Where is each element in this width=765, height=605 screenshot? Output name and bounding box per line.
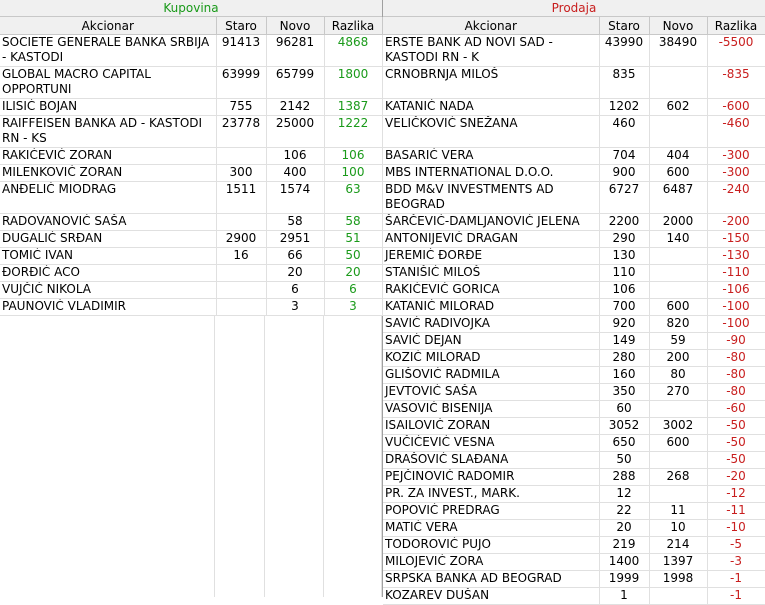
cell-razlika: -5500 — [707, 35, 765, 67]
table-row[interactable] — [0, 148, 382, 165]
cell-staro: 23778 — [216, 116, 266, 148]
cell-staro: 2200 — [599, 214, 649, 231]
prodaja-title: Prodaja — [383, 0, 765, 17]
table-row[interactable] — [0, 99, 382, 116]
cell-razlika: -1 — [707, 588, 765, 605]
cell-razlika: 51 — [324, 231, 382, 248]
table-row[interactable] — [0, 116, 382, 148]
table-row[interactable] — [0, 265, 382, 282]
cell-staro: 920 — [599, 316, 649, 333]
table-row[interactable] — [383, 182, 765, 214]
cell-akcionar: SRPSKA BANKA AD BEOGRAD — [383, 571, 599, 588]
cell-novo — [649, 248, 707, 265]
prodaja-table — [383, 17, 765, 605]
cell-razlika: -130 — [707, 248, 765, 265]
cell-akcionar: VASOVIĆ BISENIJA — [383, 401, 599, 418]
cell-staro: 12 — [599, 486, 649, 503]
cell-razlika: -50 — [707, 435, 765, 452]
cell-staro: 219 — [599, 537, 649, 554]
cell-akcionar: SAVIĆ RADIVOJKA — [383, 316, 599, 333]
column-header-razlika[interactable]: Razlika — [707, 17, 765, 35]
cell-razlika: -11 — [707, 503, 765, 520]
cell-razlika: -1 — [707, 571, 765, 588]
cell-novo: 1397 — [649, 554, 707, 571]
cell-novo: 58 — [266, 214, 324, 231]
column-header-razlika[interactable]: Razlika — [324, 17, 382, 35]
cell-razlika: -50 — [707, 452, 765, 469]
cell-akcionar: DUGALIĆ SRĐAN — [0, 231, 216, 248]
cell-razlika: 4868 — [324, 35, 382, 67]
cell-akcionar: MILENKOVIĆ ZORAN — [0, 165, 216, 182]
cell-novo: 2000 — [649, 214, 707, 231]
cell-staro: 22 — [599, 503, 649, 520]
cell-razlika: 3 — [324, 299, 382, 316]
cell-staro — [216, 265, 266, 282]
table-row[interactable] — [383, 554, 765, 571]
cell-akcionar: ISAILOVIĆ ZORAN — [383, 418, 599, 435]
cell-akcionar: SOCIETE GENERALE BANKA SRBIJA - KASTODI — [0, 35, 216, 67]
cell-razlika: -835 — [707, 67, 765, 99]
cell-razlika: -60 — [707, 401, 765, 418]
cell-novo: 214 — [649, 537, 707, 554]
cell-razlika: 106 — [324, 148, 382, 165]
cell-razlika: 100 — [324, 165, 382, 182]
cell-razlika: -106 — [707, 282, 765, 299]
cell-novo: 20 — [266, 265, 324, 282]
cell-novo: 270 — [649, 384, 707, 401]
cell-staro: 43990 — [599, 35, 649, 67]
cell-staro: 460 — [599, 116, 649, 148]
cell-razlika: -50 — [707, 418, 765, 435]
cell-staro: 50 — [599, 452, 649, 469]
table-row[interactable] — [383, 418, 765, 435]
cell-razlika: 1222 — [324, 116, 382, 148]
cell-staro: 835 — [599, 67, 649, 99]
kupovina-rows — [0, 35, 382, 316]
cell-novo: 2142 — [266, 99, 324, 116]
cell-akcionar: GLIŠOVIĆ RADMILA — [383, 367, 599, 384]
cell-akcionar: TODOROVIĆ PUJO — [383, 537, 599, 554]
cell-akcionar: PR. ZA INVEST., MARK. — [383, 486, 599, 503]
cell-razlika: 58 — [324, 214, 382, 231]
column-header-staro[interactable]: Staro — [599, 17, 649, 35]
cell-staro: 290 — [599, 231, 649, 248]
table-row[interactable] — [383, 469, 765, 486]
cell-razlika: -300 — [707, 148, 765, 165]
table-row[interactable] — [0, 35, 382, 67]
cell-akcionar: JEVTOVIĆ SAŠA — [383, 384, 599, 401]
table-row[interactable] — [383, 99, 765, 116]
cell-novo: 80 — [649, 367, 707, 384]
cell-razlika: -240 — [707, 182, 765, 214]
cell-razlika: -90 — [707, 333, 765, 350]
cell-razlika: -80 — [707, 367, 765, 384]
table-row[interactable] — [383, 116, 765, 148]
empty-column — [265, 316, 323, 597]
cell-akcionar: TOMIĆ IVAN — [0, 248, 216, 265]
prodaja-panel — [383, 0, 765, 602]
cell-novo: 66 — [266, 248, 324, 265]
cell-staro: 3052 — [599, 418, 649, 435]
cell-novo: 400 — [266, 165, 324, 182]
cell-akcionar: PEJČINOVIĆ RADOMIR — [383, 469, 599, 486]
table-row[interactable] — [383, 571, 765, 588]
cell-novo: 25000 — [266, 116, 324, 148]
cell-razlika: 63 — [324, 182, 382, 214]
cell-novo — [649, 67, 707, 99]
cell-novo — [649, 116, 707, 148]
table-row[interactable] — [383, 282, 765, 299]
cell-razlika: 6 — [324, 282, 382, 299]
table-row[interactable] — [383, 67, 765, 99]
cell-akcionar: DRAŠOVIĆ SLAĐANA — [383, 452, 599, 469]
cell-staro: 60 — [599, 401, 649, 418]
cell-novo: 6487 — [649, 182, 707, 214]
cell-akcionar: RAKIĆEVIĆ ZORAN — [0, 148, 216, 165]
table-row[interactable] — [0, 214, 382, 231]
cell-novo: 2951 — [266, 231, 324, 248]
cell-novo: 96281 — [266, 35, 324, 67]
cell-novo: 106 — [266, 148, 324, 165]
cell-akcionar: KOZIĆ MILORAD — [383, 350, 599, 367]
cell-staro — [216, 148, 266, 165]
cell-akcionar: VUČIĆEVIĆ VESNA — [383, 435, 599, 452]
cell-staro: 1511 — [216, 182, 266, 214]
cell-akcionar: ANTONIJEVIĆ DRAGAN — [383, 231, 599, 248]
cell-razlika: -20 — [707, 469, 765, 486]
cell-akcionar: ILISIĆ BOJAN — [0, 99, 216, 116]
table-row[interactable] — [0, 282, 382, 299]
table-row[interactable] — [0, 248, 382, 265]
cell-staro: 20 — [599, 520, 649, 537]
table-row[interactable] — [383, 248, 765, 265]
table-row[interactable] — [383, 452, 765, 469]
cell-staro: 1999 — [599, 571, 649, 588]
cell-akcionar: VUJČIĆ NIKOLA — [0, 282, 216, 299]
cell-staro: 130 — [599, 248, 649, 265]
cell-staro: 1202 — [599, 99, 649, 116]
table-row[interactable] — [383, 503, 765, 520]
cell-staro: 300 — [216, 165, 266, 182]
cell-razlika: -12 — [707, 486, 765, 503]
column-header-akcionar[interactable]: Akcionar — [0, 17, 216, 35]
cell-razlika: -600 — [707, 99, 765, 116]
cell-novo: 600 — [649, 165, 707, 182]
table-row[interactable] — [0, 67, 382, 99]
cell-razlika: -150 — [707, 231, 765, 248]
cell-razlika: -80 — [707, 384, 765, 401]
kupovina-table — [0, 17, 383, 316]
cell-razlika: -200 — [707, 214, 765, 231]
cell-akcionar: MILOJEVIĆ ZORA — [383, 554, 599, 571]
cell-novo: 3 — [266, 299, 324, 316]
cell-staro: 2900 — [216, 231, 266, 248]
cell-staro: 755 — [216, 99, 266, 116]
table-row[interactable] — [383, 231, 765, 248]
table-row[interactable] — [383, 537, 765, 554]
table-row[interactable] — [383, 384, 765, 401]
cell-novo: 200 — [649, 350, 707, 367]
cell-staro: 63999 — [216, 67, 266, 99]
cell-akcionar: PAUNOVIĆ VLADIMIR — [0, 299, 216, 316]
cell-staro: 149 — [599, 333, 649, 350]
kupovina-title: Kupovina — [0, 0, 382, 17]
kupovina-panel — [0, 0, 383, 597]
cell-akcionar: BASARIĆ VERA — [383, 148, 599, 165]
cell-akcionar: STANIŠIĆ MILOŠ — [383, 265, 599, 282]
cell-staro: 280 — [599, 350, 649, 367]
cell-razlika: 1800 — [324, 67, 382, 99]
cell-staro: 900 — [599, 165, 649, 182]
empty-column — [215, 316, 265, 597]
cell-akcionar: SAVIĆ DEJAN — [383, 333, 599, 350]
prodaja-rows — [383, 35, 765, 605]
cell-akcionar: GLOBAL MACRO CAPITAL OPPORTUNI — [0, 67, 216, 99]
table-row[interactable] — [383, 265, 765, 282]
cell-akcionar: ŠARČEVIĆ-DAMLJANOVIĆ JELENA — [383, 214, 599, 231]
cell-razlika: -80 — [707, 350, 765, 367]
prodaja-header-row — [383, 17, 765, 35]
cell-razlika: -110 — [707, 265, 765, 282]
column-header-novo[interactable]: Novo — [266, 17, 324, 35]
cell-staro: 160 — [599, 367, 649, 384]
cell-razlika: -300 — [707, 165, 765, 182]
cell-novo: 65799 — [266, 67, 324, 99]
cell-razlika: 1387 — [324, 99, 382, 116]
cell-staro — [216, 282, 266, 299]
cell-akcionar: MATIĆ VERA — [383, 520, 599, 537]
cell-staro: 16 — [216, 248, 266, 265]
cell-akcionar: BDD M&V INVESTMENTS AD BEOGRAD — [383, 182, 599, 214]
cell-akcionar: KATANIĆ NADA — [383, 99, 599, 116]
cell-novo — [649, 588, 707, 605]
cell-akcionar: ERSTE BANK AD NOVI SAD - KASTODI RN - K — [383, 35, 599, 67]
cell-novo: 6 — [266, 282, 324, 299]
table-row[interactable] — [383, 316, 765, 333]
cell-razlika: -100 — [707, 299, 765, 316]
table-row[interactable] — [0, 299, 382, 316]
cell-novo: 10 — [649, 520, 707, 537]
table-row[interactable] — [383, 401, 765, 418]
cell-akcionar: ĐORĐIĆ ACO — [0, 265, 216, 282]
column-header-staro[interactable]: Staro — [216, 17, 266, 35]
cell-novo: 602 — [649, 99, 707, 116]
cell-razlika: -3 — [707, 554, 765, 571]
cell-staro: 1400 — [599, 554, 649, 571]
cell-staro: 6727 — [599, 182, 649, 214]
cell-akcionar: KATANIĆ MILORAD — [383, 299, 599, 316]
cell-novo: 140 — [649, 231, 707, 248]
table-row[interactable] — [383, 520, 765, 537]
empty-column — [0, 316, 215, 597]
table-row[interactable] — [383, 214, 765, 231]
table-row[interactable] — [383, 148, 765, 165]
cell-novo: 1574 — [266, 182, 324, 214]
table-row[interactable] — [383, 435, 765, 452]
cell-razlika: -10 — [707, 520, 765, 537]
cell-novo: 38490 — [649, 35, 707, 67]
cell-razlika: 20 — [324, 265, 382, 282]
cell-staro: 704 — [599, 148, 649, 165]
cell-novo: 820 — [649, 316, 707, 333]
cell-akcionar: KOZAREV DUŠAN — [383, 588, 599, 605]
cell-staro: 1 — [599, 588, 649, 605]
kupovina-header-row — [0, 17, 382, 35]
cell-razlika: 50 — [324, 248, 382, 265]
table-row[interactable] — [383, 35, 765, 67]
cell-novo: 11 — [649, 503, 707, 520]
cell-razlika: -100 — [707, 316, 765, 333]
cell-akcionar: VELIČKOVIĆ SNEŽANA — [383, 116, 599, 148]
cell-staro: 91413 — [216, 35, 266, 67]
cell-staro: 288 — [599, 469, 649, 486]
table-row[interactable] — [383, 299, 765, 316]
cell-novo — [649, 282, 707, 299]
cell-akcionar: ANĐELIĆ MIODRAG — [0, 182, 216, 214]
cell-novo: 59 — [649, 333, 707, 350]
kupovina-empty-area — [0, 316, 382, 597]
column-header-novo[interactable]: Novo — [649, 17, 707, 35]
cell-akcionar: MBS INTERNATIONAL D.O.O. — [383, 165, 599, 182]
cell-novo: 3002 — [649, 418, 707, 435]
cell-novo — [649, 265, 707, 282]
cell-razlika: -460 — [707, 116, 765, 148]
cell-razlika: -5 — [707, 537, 765, 554]
cell-akcionar: CRNOBRNJA MILOŠ — [383, 67, 599, 99]
cell-novo: 1998 — [649, 571, 707, 588]
cell-akcionar: JEREMIĆ ĐORĐE — [383, 248, 599, 265]
cell-staro: 700 — [599, 299, 649, 316]
cell-akcionar: RAIFFEISEN BANKA AD - KASTODI RN - KS — [0, 116, 216, 148]
table-row[interactable] — [0, 165, 382, 182]
table-row[interactable] — [0, 231, 382, 248]
empty-column — [324, 316, 382, 597]
cell-novo — [649, 401, 707, 418]
table-row[interactable] — [383, 333, 765, 350]
cell-staro — [216, 299, 266, 316]
cell-novo: 268 — [649, 469, 707, 486]
table-row[interactable] — [383, 165, 765, 182]
cell-akcionar: RADOVANOVIĆ SAŠA — [0, 214, 216, 231]
column-header-akcionar[interactable]: Akcionar — [383, 17, 599, 35]
cell-akcionar: RAKIĆEVIĆ GORICA — [383, 282, 599, 299]
cell-staro: 350 — [599, 384, 649, 401]
table-row[interactable] — [383, 350, 765, 367]
table-row[interactable] — [383, 367, 765, 384]
cell-staro: 106 — [599, 282, 649, 299]
cell-staro — [216, 214, 266, 231]
cell-staro: 650 — [599, 435, 649, 452]
cell-novo — [649, 452, 707, 469]
table-row[interactable] — [383, 588, 765, 605]
cell-akcionar: POPOVIĆ PREDRAG — [383, 503, 599, 520]
cell-novo: 404 — [649, 148, 707, 165]
cell-novo — [649, 486, 707, 503]
cell-novo: 600 — [649, 299, 707, 316]
cell-staro: 110 — [599, 265, 649, 282]
cell-novo: 600 — [649, 435, 707, 452]
table-row[interactable] — [0, 182, 382, 214]
table-row[interactable] — [383, 486, 765, 503]
